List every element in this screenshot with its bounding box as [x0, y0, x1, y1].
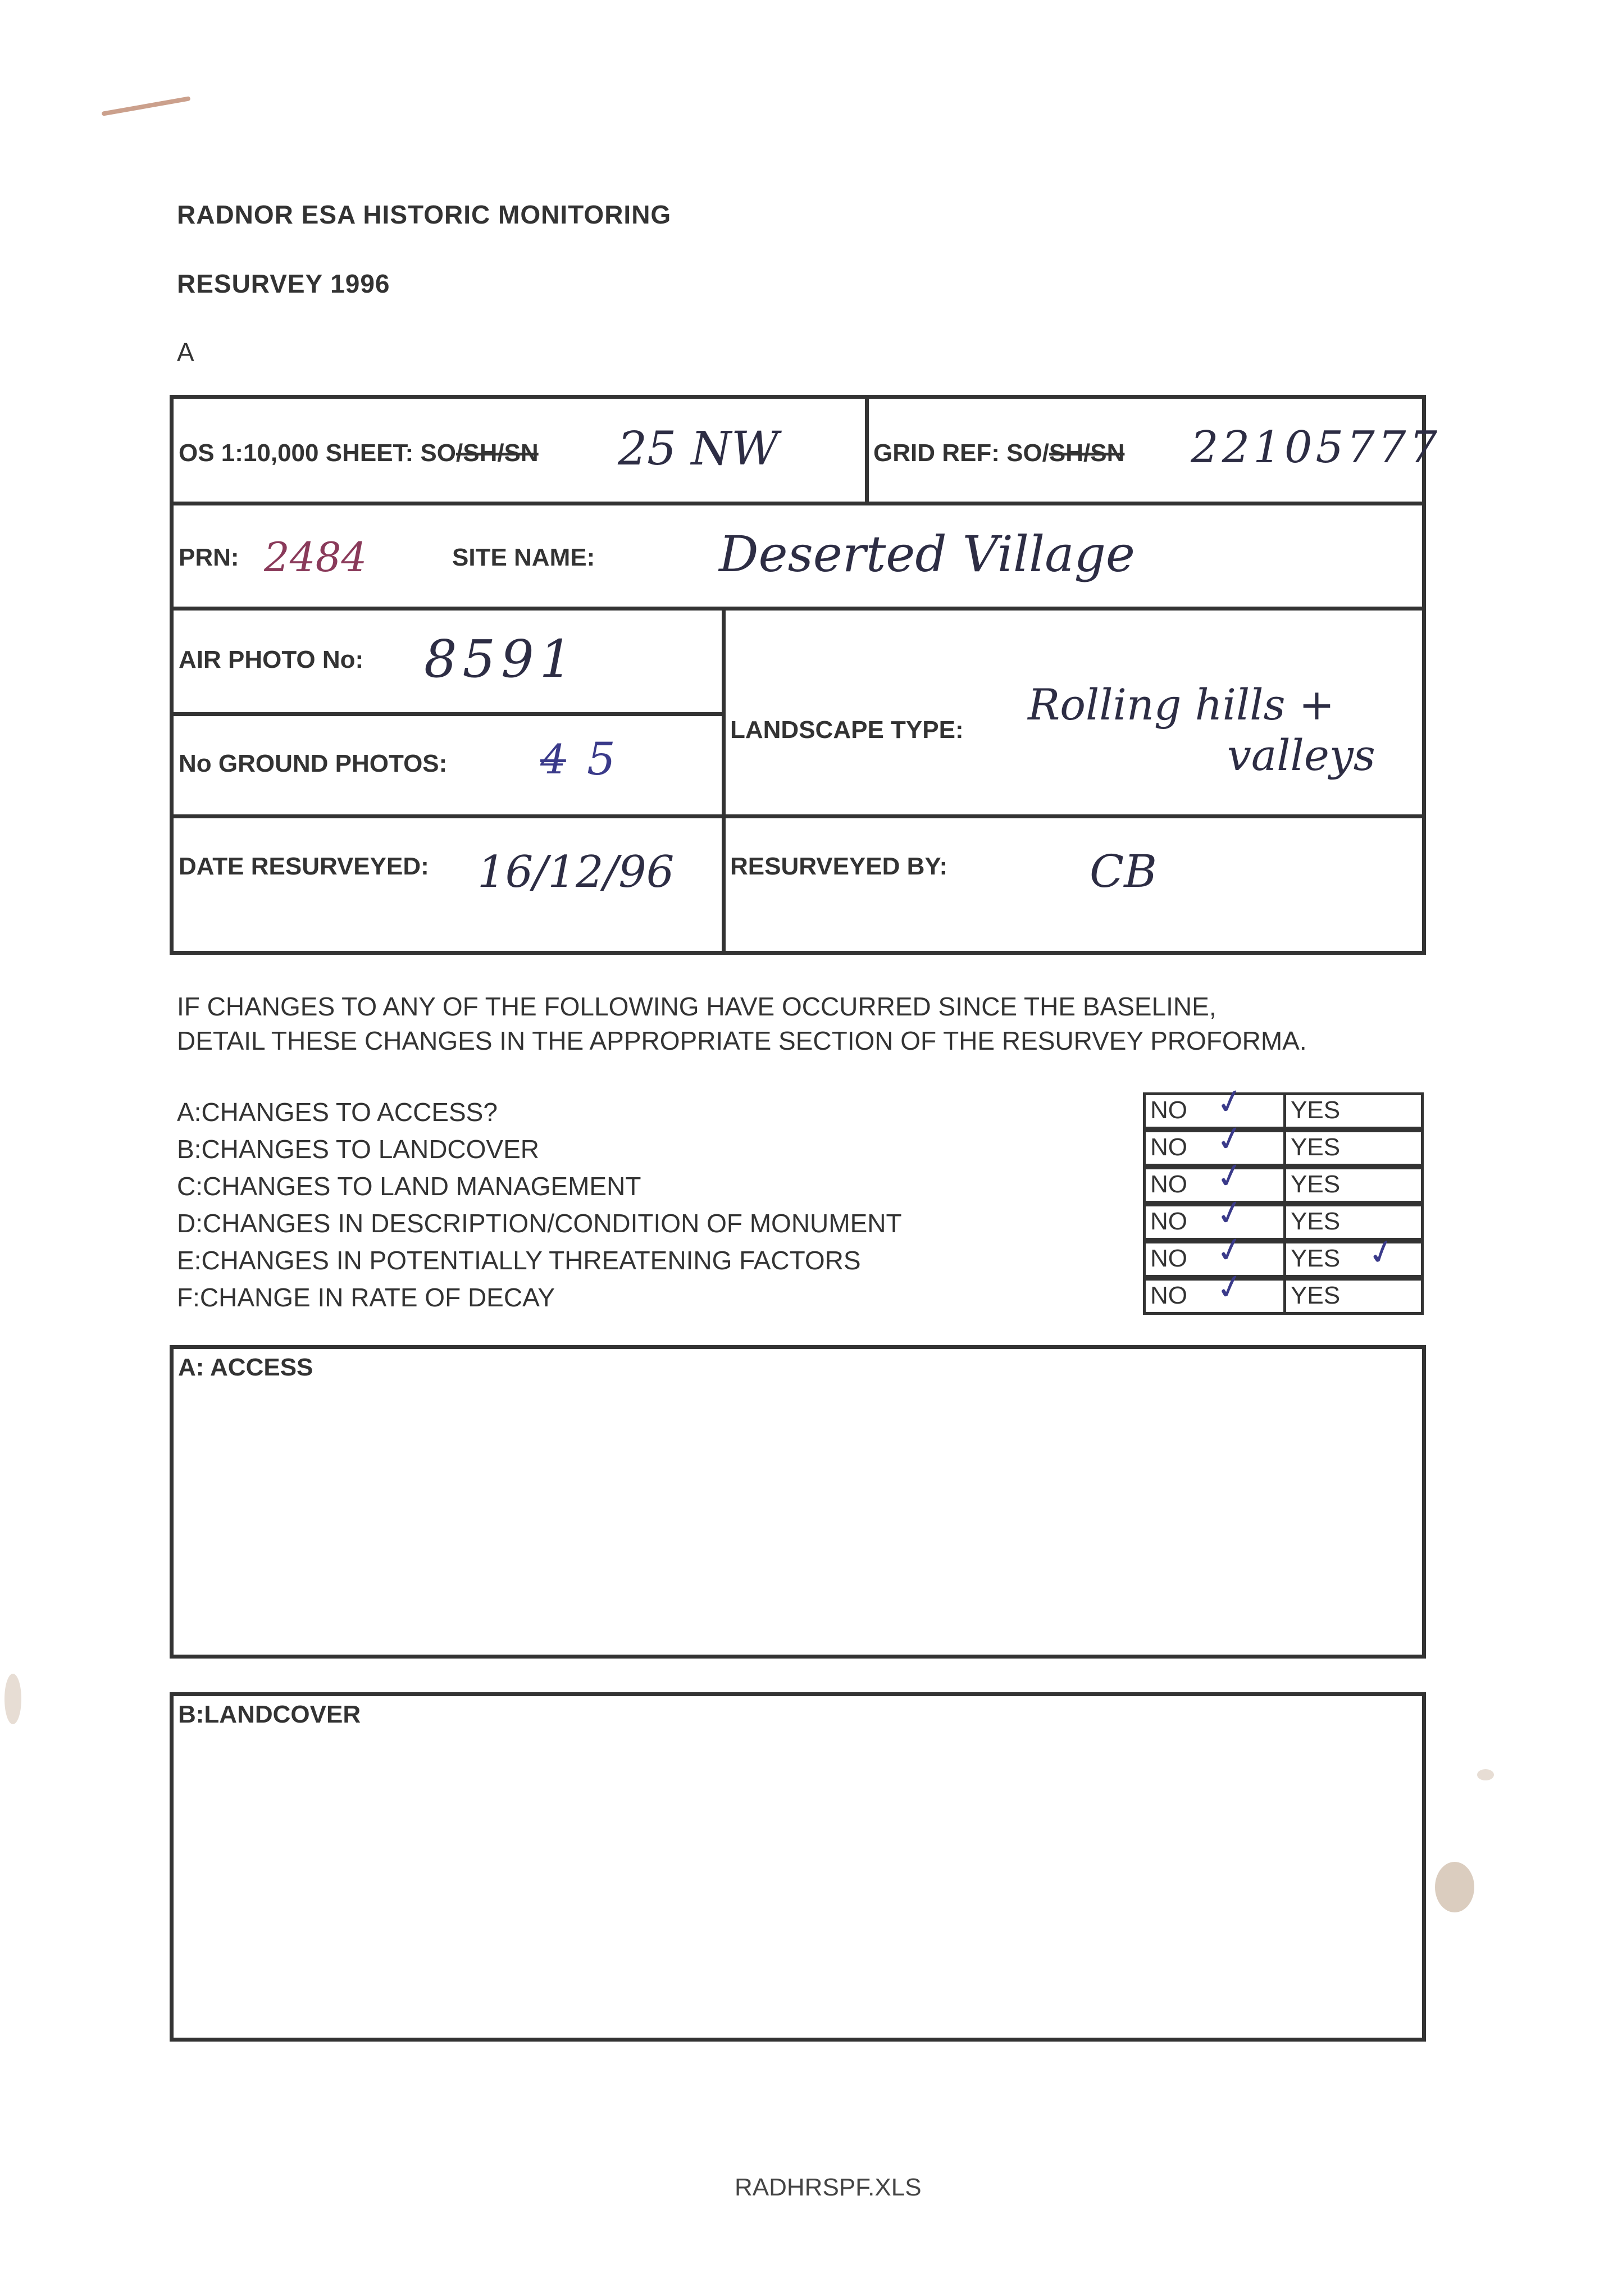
air-photo-label: AIR PHOTO No:: [179, 646, 364, 673]
landscape-type-value-line2[interactable]: valleys: [1227, 730, 1375, 780]
section-letter: A: [177, 338, 195, 367]
document-subtitle: RESURVEY 1996: [177, 269, 390, 298]
pen-mark: [102, 96, 191, 116]
site-name-value[interactable]: Deserted Village: [719, 525, 1135, 583]
changes-checklist: [177, 1079, 1429, 1317]
document-title: RADNOR ESA HISTORIC MONITORING: [177, 200, 672, 229]
check-mark-icon: ✓: [1212, 1228, 1249, 1273]
change-item-access: A:CHANGES TO ACCESS?: [177, 1097, 498, 1127]
check-mark-icon: ✓: [1212, 1079, 1249, 1124]
landcover-section[interactable]: [170, 1692, 1426, 2042]
check-mark-icon: ✓: [1212, 1117, 1249, 1161]
grid-ref-struck-options: SH/SN: [1049, 439, 1125, 467]
check-mark-icon: ✓: [1212, 1191, 1249, 1236]
yes-option-land-management[interactable]: YES: [1283, 1167, 1424, 1204]
no-option-rate-of-decay[interactable]: NO: [1143, 1278, 1286, 1315]
landscape-type-label: LANDSCAPE TYPE:: [730, 716, 964, 744]
yes-option-threatening-factors[interactable]: YES: [1283, 1241, 1424, 1278]
check-mark-icon: ✓: [1363, 1229, 1401, 1275]
air-photo-value[interactable]: 8591: [424, 629, 578, 689]
instructions-line-2: DETAIL THESE CHANGES IN THE APPROPRIATE SECTION OF THE RESURVEY PROFORMA.: [177, 1026, 1307, 1055]
change-item-threatening-factors: E:CHANGES IN POTENTIALLY THREATENING FACTORS: [177, 1246, 861, 1275]
ground-photos-struck-value: 4: [540, 736, 566, 783]
grid-ref-value[interactable]: 22105777: [1191, 422, 1441, 473]
yes-option-landcover[interactable]: YES: [1283, 1129, 1424, 1167]
date-resurveyed-value[interactable]: 16/12/96: [477, 847, 675, 898]
change-item-land-management: C:CHANGES TO LAND MANAGEMENT: [177, 1172, 641, 1201]
no-option-access[interactable]: NO: [1143, 1092, 1286, 1129]
ground-photos-value[interactable]: 5: [587, 733, 616, 785]
no-option-landcover[interactable]: NO: [1143, 1129, 1286, 1167]
ground-photos-label: No GROUND PHOTOS:: [179, 750, 448, 777]
os-sheet-struck-options: /SH/SN: [456, 439, 539, 467]
form-divider: [170, 814, 1426, 818]
prn-label: PRN:: [179, 544, 239, 571]
grid-ref-label: GRID REF: SO/SH/SN: [873, 439, 1125, 467]
no-yes-grid: [1143, 1079, 1424, 1316]
check-mark-icon: ✓: [1212, 1265, 1249, 1310]
os-sheet-value[interactable]: 25 NW: [618, 422, 779, 476]
access-section[interactable]: [170, 1345, 1426, 1659]
yes-option-rate-of-decay[interactable]: YES: [1283, 1278, 1424, 1315]
change-item-landcover: B:CHANGES TO LANDCOVER: [177, 1135, 540, 1164]
change-item-rate-of-decay: F:CHANGE IN RATE OF DECAY: [177, 1283, 555, 1312]
check-mark-icon: ✓: [1212, 1154, 1249, 1199]
os-sheet-label: OS 1:10,000 SHEET: SO/SH/SN: [179, 439, 539, 467]
yes-option-monument-condition[interactable]: YES: [1283, 1204, 1424, 1241]
form-divider: [170, 502, 1426, 505]
form-divider: [865, 395, 869, 503]
no-option-land-management[interactable]: NO: [1143, 1167, 1286, 1204]
site-name-label: SITE NAME:: [452, 544, 595, 571]
no-option-monument-condition[interactable]: NO: [1143, 1204, 1286, 1241]
resurveyed-by-value[interactable]: CB: [1090, 845, 1157, 898]
form-divider: [170, 607, 1426, 611]
paper-smudge: [4, 1674, 21, 1724]
resurveyed-by-label: RESURVEYED BY:: [730, 853, 948, 880]
form-divider: [170, 712, 726, 716]
yes-option-access[interactable]: YES: [1283, 1092, 1424, 1129]
no-option-threatening-factors[interactable]: NO: [1143, 1241, 1286, 1278]
form-divider: [722, 607, 726, 955]
instructions-line-1: IF CHANGES TO ANY OF THE FOLLOWING HAVE OCCURRED SINCE THE BASELINE,: [177, 992, 1216, 1021]
paper-smudge: [1477, 1769, 1494, 1780]
access-section-title: A: ACCESS: [178, 1354, 313, 1381]
prn-value[interactable]: 2484: [264, 534, 367, 581]
footer-filename: RADHRSPF.XLS: [735, 2174, 922, 2201]
change-item-monument-condition: D:CHANGES IN DESCRIPTION/CONDITION OF MONUMENT: [177, 1209, 902, 1238]
landscape-type-value-line1[interactable]: Rolling hills +: [1028, 680, 1335, 730]
landcover-section-title: B:LANDCOVER: [178, 1701, 361, 1728]
date-resurveyed-label: DATE RESURVEYED:: [179, 853, 429, 880]
paper-smudge: [1435, 1862, 1474, 1912]
